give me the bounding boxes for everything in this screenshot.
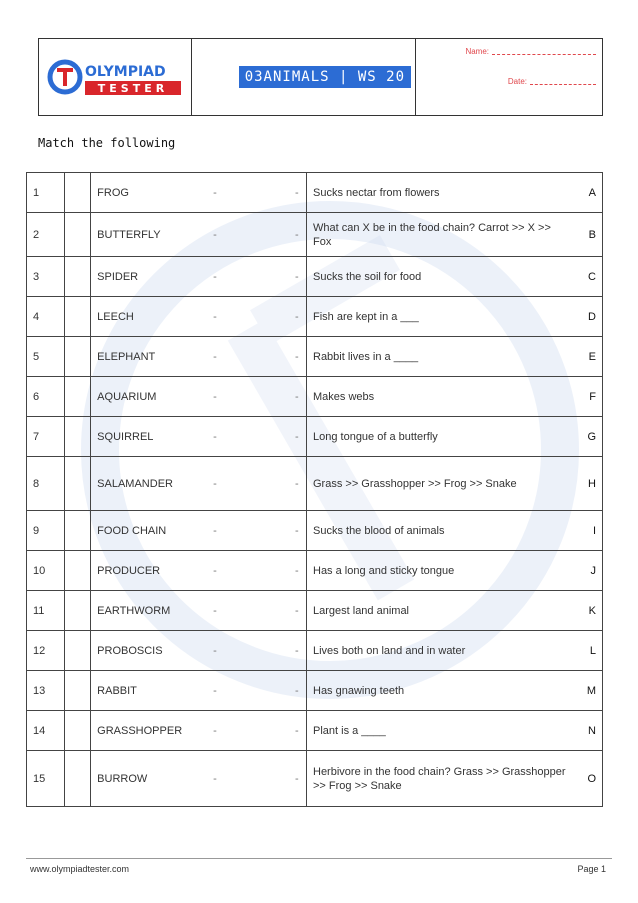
term-dash: -	[207, 417, 292, 457]
description-cell: Sucks the soil for food	[307, 257, 577, 297]
option-letter: G	[576, 417, 603, 457]
row-number: 8	[27, 457, 65, 511]
term-dash: -	[207, 297, 292, 337]
term-dash: -	[207, 337, 292, 377]
row-number: 5	[27, 337, 65, 377]
left-table-row	[27, 257, 293, 297]
description-cell: Rabbit lives in a ____	[307, 337, 577, 377]
left-table-row	[27, 591, 293, 631]
logo-text-top: OLYMPIAD	[85, 64, 166, 80]
right-table-row	[292, 213, 603, 257]
right-table-row	[292, 551, 603, 591]
left-table-row	[27, 297, 293, 337]
title-cell	[192, 39, 416, 115]
description-dash: -	[292, 173, 307, 213]
left-table-row	[27, 751, 293, 807]
term-dash: -	[207, 213, 292, 257]
description-cell: Lives both on land and in water	[307, 631, 577, 671]
row-number: 6	[27, 377, 65, 417]
term-dash: -	[207, 457, 292, 511]
description-dash: -	[292, 337, 307, 377]
left-table-row	[27, 671, 293, 711]
name-field	[465, 47, 596, 56]
option-letter: L	[576, 631, 603, 671]
logo-cell	[39, 39, 192, 115]
row-number: 13	[27, 671, 65, 711]
answer-box	[65, 671, 91, 711]
row-number: 14	[27, 711, 65, 751]
description-dash: -	[292, 711, 307, 751]
row-number: 7	[27, 417, 65, 457]
name-label: Name:	[465, 47, 489, 56]
answer-box	[65, 297, 91, 337]
term-dash: -	[207, 377, 292, 417]
description-cell: What can X be in the food chain? Carrot >> X >> Fox	[307, 213, 577, 257]
instruction-heading: Match the following	[38, 136, 176, 150]
description-dash: -	[292, 457, 307, 511]
row-number: 10	[27, 551, 65, 591]
term-dash: -	[207, 711, 292, 751]
answer-box	[65, 377, 91, 417]
description-cell: Fish are kept in a ___	[307, 297, 577, 337]
answer-box	[65, 511, 91, 551]
answer-box	[65, 173, 91, 213]
term-dash: -	[207, 551, 292, 591]
right-table-row	[292, 457, 603, 511]
answer-box	[65, 417, 91, 457]
term-cell: EARTHWORM	[91, 591, 207, 631]
answer-box	[65, 591, 91, 631]
right-table-row	[292, 511, 603, 551]
worksheet-title: 03ANIMALS | WS 20	[239, 66, 411, 88]
description-cell: Has gnawing teeth	[307, 671, 577, 711]
option-letter: O	[576, 751, 603, 807]
option-letter: A	[576, 173, 603, 213]
term-cell: PROBOSCIS	[91, 631, 207, 671]
description-cell: Grass >> Grasshopper >> Frog >> Snake	[307, 457, 577, 511]
option-letter: N	[576, 711, 603, 751]
term-cell: ELEPHANT	[91, 337, 207, 377]
description-dash: -	[292, 511, 307, 551]
description-dash: -	[292, 751, 307, 807]
right-table-row	[292, 337, 603, 377]
answer-box	[65, 457, 91, 511]
left-table-row	[27, 173, 293, 213]
right-table-row	[292, 297, 603, 337]
option-letter: J	[576, 551, 603, 591]
option-letter: D	[576, 297, 603, 337]
description-cell: Largest land animal	[307, 591, 577, 631]
left-table-row	[27, 377, 293, 417]
option-letter: I	[576, 511, 603, 551]
term-dash: -	[207, 751, 292, 807]
option-letter: H	[576, 457, 603, 511]
term-cell: SPIDER	[91, 257, 207, 297]
left-table-row	[27, 213, 293, 257]
worksheet-header	[38, 38, 603, 116]
right-table-row	[292, 591, 603, 631]
term-cell: RABBIT	[91, 671, 207, 711]
description-dash: -	[292, 551, 307, 591]
row-number: 2	[27, 213, 65, 257]
term-dash: -	[207, 631, 292, 671]
description-cell: Has a long and sticky tongue	[307, 551, 577, 591]
answer-box	[65, 711, 91, 751]
description-cell: Plant is a ____	[307, 711, 577, 751]
date-blank	[530, 84, 596, 85]
row-number: 3	[27, 257, 65, 297]
description-cell: Sucks nectar from flowers	[307, 173, 577, 213]
term-dash: -	[207, 173, 292, 213]
footer-url: www.olympiadtester.com	[30, 864, 130, 874]
left-table-row	[27, 337, 293, 377]
description-dash: -	[292, 631, 307, 671]
left-table-row	[27, 511, 293, 551]
answer-box	[65, 337, 91, 377]
right-table-row	[292, 631, 603, 671]
footer-divider	[26, 858, 612, 859]
term-cell: GRASSHOPPER	[91, 711, 207, 751]
term-cell: AQUARIUM	[91, 377, 207, 417]
description-dash: -	[292, 417, 307, 457]
answer-box	[65, 551, 91, 591]
term-cell: BURROW	[91, 751, 207, 807]
left-table-row	[27, 711, 293, 751]
row-number: 4	[27, 297, 65, 337]
row-number: 12	[27, 631, 65, 671]
row-number: 1	[27, 173, 65, 213]
term-cell: SALAMANDER	[91, 457, 207, 511]
right-column-table	[292, 172, 603, 807]
right-table-row	[292, 173, 603, 213]
description-dash: -	[292, 213, 307, 257]
term-cell: BUTTERFLY	[91, 213, 207, 257]
description-dash: -	[292, 377, 307, 417]
answer-box	[65, 213, 91, 257]
row-number: 9	[27, 511, 65, 551]
option-letter: E	[576, 337, 603, 377]
term-cell: FOOD CHAIN	[91, 511, 207, 551]
term-dash: -	[207, 511, 292, 551]
left-table-row	[27, 551, 293, 591]
row-number: 15	[27, 751, 65, 807]
description-cell: Makes webs	[307, 377, 577, 417]
description-dash: -	[292, 591, 307, 631]
option-letter: B	[576, 213, 603, 257]
option-letter: M	[576, 671, 603, 711]
right-table-row	[292, 257, 603, 297]
left-table-row	[27, 631, 293, 671]
description-dash: -	[292, 257, 307, 297]
description-dash: -	[292, 297, 307, 337]
term-dash: -	[207, 671, 292, 711]
answer-box	[65, 631, 91, 671]
right-table-row	[292, 417, 603, 457]
name-blank	[492, 54, 596, 55]
description-cell: Herbivore in the food chain? Grass >> Grasshopper >> Frog >> Snake	[307, 751, 577, 807]
left-column-table	[26, 172, 292, 807]
row-number: 11	[27, 591, 65, 631]
right-table-row	[292, 377, 603, 417]
right-table-row	[292, 671, 603, 711]
logo-text-bottom: TESTER	[97, 82, 169, 95]
description-dash: -	[292, 671, 307, 711]
answer-box	[65, 751, 91, 807]
olympiad-tester-logo	[45, 54, 185, 100]
date-field	[508, 77, 596, 86]
term-dash: -	[207, 591, 292, 631]
description-cell: Long tongue of a butterfly	[307, 417, 577, 457]
right-table-row	[292, 711, 603, 751]
option-letter: F	[576, 377, 603, 417]
left-table-row	[27, 457, 293, 511]
term-cell: SQUIRREL	[91, 417, 207, 457]
answer-box	[65, 257, 91, 297]
description-cell: Sucks the blood of animals	[307, 511, 577, 551]
term-cell: FROG	[91, 173, 207, 213]
date-label: Date:	[507, 77, 527, 86]
option-letter: C	[576, 257, 603, 297]
footer-page-number: Page 1	[577, 864, 606, 874]
left-table-row	[27, 417, 293, 457]
term-cell: LEECH	[91, 297, 207, 337]
right-table-row	[292, 751, 603, 807]
term-cell: PRODUCER	[91, 551, 207, 591]
option-letter: K	[576, 591, 603, 631]
meta-cell	[416, 39, 602, 115]
term-dash: -	[207, 257, 292, 297]
